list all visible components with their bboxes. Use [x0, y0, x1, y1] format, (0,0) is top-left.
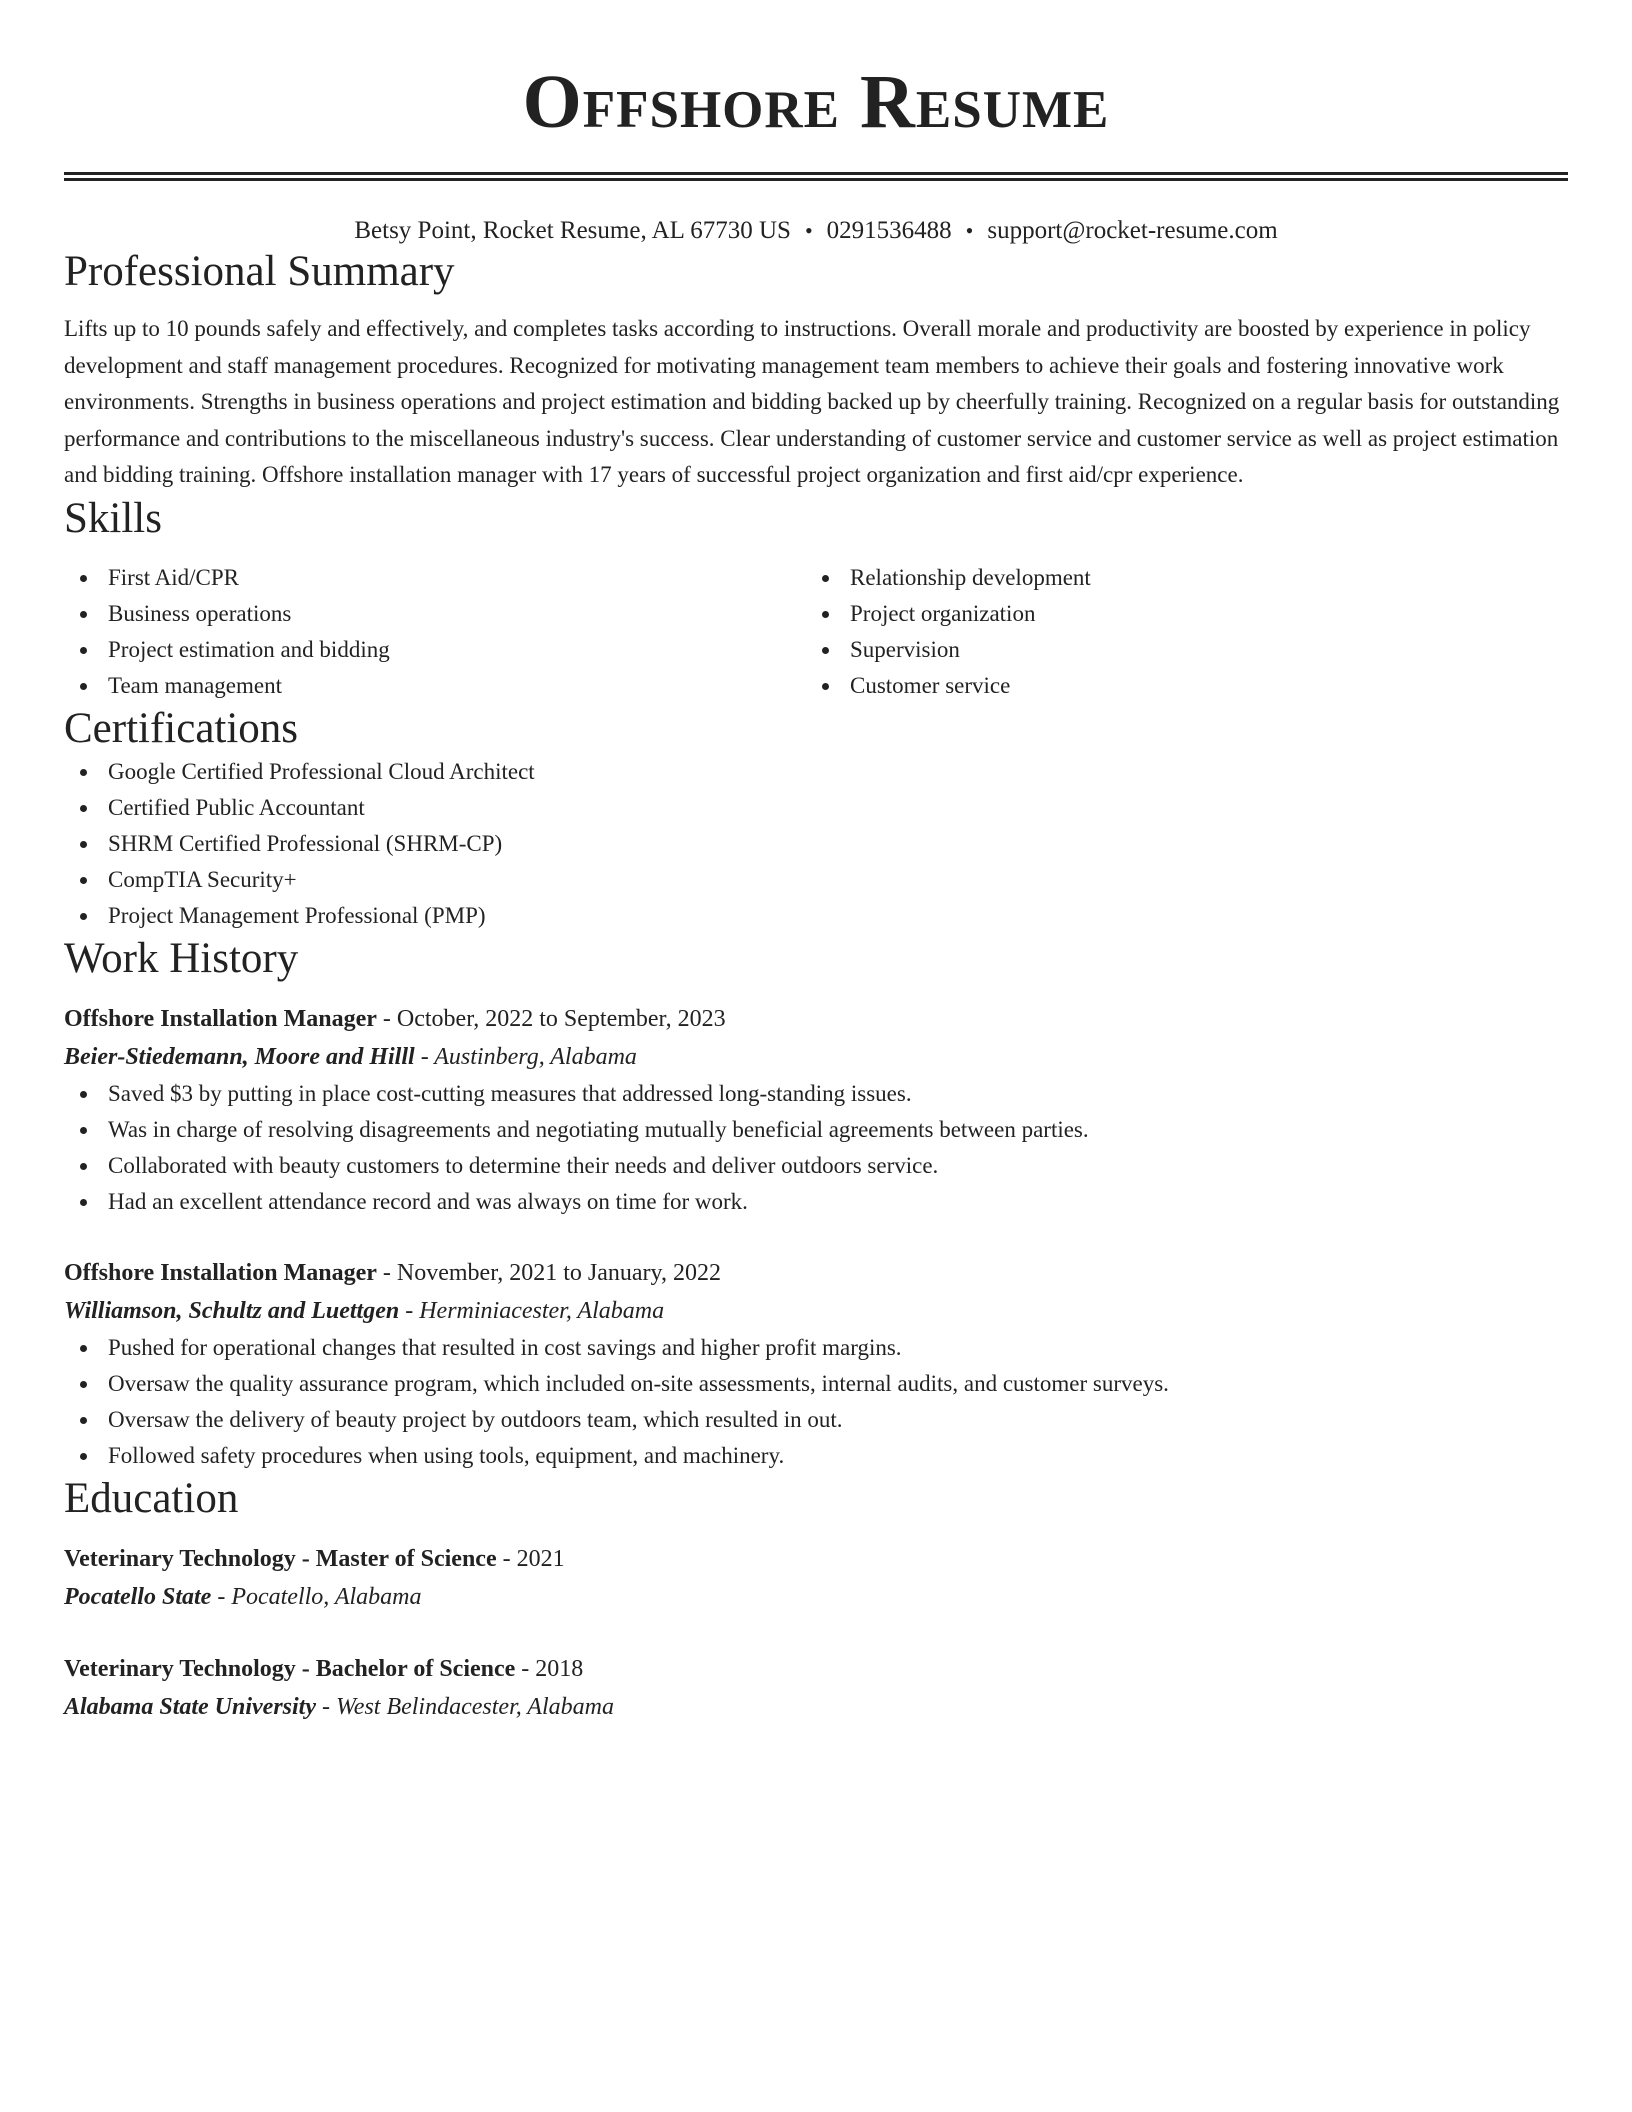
job-location: Austinberg, Alabama: [434, 1043, 637, 1070]
education-degree-line: [64, 1650, 1568, 1688]
job-company: Williamson, Schultz and Luettgen: [64, 1297, 400, 1324]
job-bullets: [64, 1076, 1568, 1220]
skills-column-right: [806, 560, 1548, 704]
skill-item: Supervision: [806, 632, 1548, 668]
skill-item: Business operations: [64, 596, 806, 632]
job-company-line: [64, 1038, 1568, 1076]
education-degree: Veterinary Technology - Bachelor of Science: [64, 1655, 516, 1682]
job-location: Herminiacester, Alabama: [419, 1297, 665, 1324]
education-year: 2018: [535, 1655, 584, 1682]
dash: -: [316, 1693, 336, 1720]
dash: -: [414, 1043, 435, 1070]
skills-columns: [64, 560, 1568, 704]
certifications-heading: Certifications: [64, 704, 299, 752]
dash: -: [376, 1259, 397, 1286]
certification-item: Certified Public Accountant: [64, 790, 1568, 826]
job-title: Offshore Installation Manager: [64, 1259, 377, 1286]
education-entry: [64, 1540, 1568, 1616]
contact-separator: •: [804, 218, 813, 243]
job-title: Offshore Installation Manager: [64, 1005, 377, 1032]
job-bullet: Oversaw the delivery of beauty project by outdoors team, which resulted in out.: [64, 1402, 1568, 1438]
dash: -: [211, 1583, 232, 1610]
job-entry: [64, 1254, 1568, 1474]
job-bullet: Oversaw the quality assurance program, which included on-site assessments, internal audits, and customer surveys.: [64, 1366, 1568, 1402]
skill-item: First Aid/CPR: [64, 560, 806, 596]
job-title-line: [64, 1254, 1568, 1292]
dash: -: [399, 1297, 420, 1324]
skill-item: Project estimation and bidding: [64, 632, 806, 668]
resume-title: Offshore Resume: [522, 60, 1110, 144]
skills-list-right: [806, 560, 1548, 704]
education-location: Pocatello, Alabama: [231, 1583, 422, 1610]
dash: -: [515, 1655, 536, 1682]
dash: -: [376, 1005, 397, 1032]
job-company-line: [64, 1292, 1568, 1330]
job-bullet: Had an excellent attendance record and was always on time for work.: [64, 1184, 1568, 1220]
education-degree-line: [64, 1540, 1568, 1578]
education-school: Pocatello State: [64, 1583, 212, 1610]
skill-item: Project organization: [806, 596, 1548, 632]
job-bullet: Saved $3 by putting in place cost-cutting measures that addressed long-standing issues.: [64, 1076, 1568, 1112]
contact-phone: 0291536488: [826, 217, 952, 244]
job-dates: November, 2021 to January, 2022: [396, 1259, 721, 1286]
contact-email: support@rocket-resume.com: [987, 217, 1278, 244]
job-dates: October, 2022 to September, 2023: [396, 1005, 726, 1032]
education-school-line: [64, 1688, 1568, 1726]
job-bullet: Pushed for operational changes that resulted in cost savings and higher profit margins.: [64, 1330, 1568, 1366]
skills-list-left: [64, 560, 806, 704]
certification-item: Project Management Professional (PMP): [64, 898, 1568, 934]
skills-heading: Skills: [64, 494, 162, 542]
contact-address: Betsy Point, Rocket Resume, AL 67730 US: [354, 217, 791, 244]
summary-text: Lifts up to 10 pounds safely and effectively, and completes tasks according to instructions. Overall morale and productivity are boosted by experience in policy development and staff management procedures. Recognized for motivating management team members to achieve their goals and fostering innovative work environments. Strengths in business operations and project estimation and bidding backed up by cheerfully training. Recognized on a regular basis for outstanding performance and contributions to the miscellaneous industry's success. Clear understanding of customer service and customer service as well as project estimation and bidding training. Offshore installation manager with 17 years of successful project organization and first aid/cpr experience.: [64, 316, 1560, 487]
job-title-line: [64, 1000, 1568, 1038]
certification-item: Google Certified Professional Cloud Architect: [64, 754, 1568, 790]
contact-separator: •: [965, 218, 974, 243]
certification-item: SHRM Certified Professional (SHRM-CP): [64, 826, 1568, 862]
certifications-list: [64, 754, 1568, 934]
title-divider: [64, 172, 1568, 181]
job-bullet: Was in charge of resolving disagreements and negotiating mutually beneficial agreements between parties.: [64, 1112, 1568, 1148]
education-entry: [64, 1650, 1568, 1726]
job-bullet: Followed safety procedures when using tools, equipment, and machinery.: [64, 1438, 1568, 1474]
education-degree: Veterinary Technology - Master of Science: [64, 1545, 497, 1572]
dash: -: [496, 1545, 517, 1572]
skill-item: Customer service: [806, 668, 1548, 704]
job-bullets: [64, 1330, 1568, 1474]
skills-column-left: [64, 560, 806, 704]
skill-item: Team management: [64, 668, 806, 704]
skill-item: Relationship development: [806, 560, 1548, 596]
education-heading: Education: [64, 1474, 239, 1522]
job-company: Beier-Stiedemann, Moore and Hilll: [64, 1043, 415, 1070]
job-entry: [64, 1000, 1568, 1220]
education-school: Alabama State University: [64, 1693, 316, 1720]
education-year: 2021: [516, 1545, 565, 1572]
education-school-line: [64, 1578, 1568, 1616]
summary-heading: Professional Summary: [64, 248, 455, 295]
work-history-heading: Work History: [64, 934, 299, 982]
contact-line: [64, 215, 1568, 247]
certification-item: CompTIA Security+: [64, 862, 1568, 898]
education-location: West Belindacester, Alabama: [336, 1693, 614, 1720]
job-bullet: Collaborated with beauty customers to determine their needs and deliver outdoors service.: [64, 1148, 1568, 1184]
